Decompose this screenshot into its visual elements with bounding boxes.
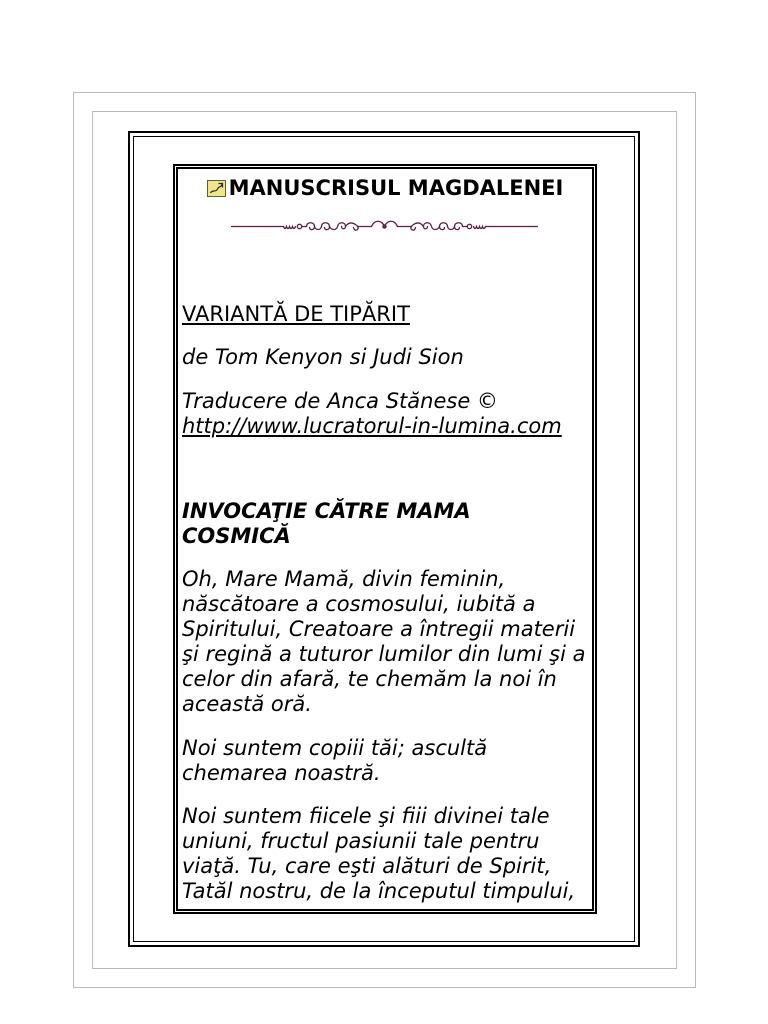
paragraph-line: născătoare a cosmosului, iubită a: [182, 592, 536, 616]
paragraph-line: această oră.: [182, 692, 312, 716]
section-title-line: COSMICĂ: [182, 524, 291, 548]
paragraph: [182, 736, 592, 786]
translation-block: [182, 389, 592, 439]
paragraph: [182, 567, 592, 717]
ornamental-divider-icon: [231, 218, 538, 234]
paragraph-line: Noi suntem fiicele şi fiii divinei tale: [182, 804, 550, 828]
paragraph-line: viaţă. Tu, care eşti alături de Spirit,: [182, 854, 552, 878]
section-title: [182, 499, 592, 549]
paragraph-line: şi regină a tuturor lumilor din lumi şi a: [182, 642, 586, 666]
paragraph-line: chemarea noastră.: [182, 761, 381, 785]
authors-line: de Tom Kenyon si Judi Sion: [182, 345, 464, 369]
paragraph: [182, 804, 592, 904]
section-title-line: INVOCAŢIE CĂTRE MAMA: [182, 499, 471, 523]
paragraph-line: uniuni, fructul pasiunii tale pentru: [182, 829, 540, 853]
document-icon: [207, 180, 226, 197]
paragraph-line: Oh, Mare Mamă, divin feminin,: [182, 567, 506, 591]
translator-line: Traducere de Anca Stănese ©: [182, 389, 498, 413]
paragraph-line: Spiritului, Creatoare a întregii materii: [182, 617, 576, 641]
paragraph-line: Noi suntem copiii tăi; ascultă: [182, 736, 488, 760]
document-header: [173, 176, 597, 201]
website-link[interactable]: http://www.lucratorul-in-lumina.com: [182, 414, 562, 438]
document-title: MANUSCRISUL MAGDALENEI: [228, 176, 564, 200]
paragraph-line: Tatăl nostru, de la începutul timpului,: [182, 879, 576, 903]
authors-block: [182, 345, 592, 370]
paragraph-line: celor din afară, te chemăm la noi în: [182, 667, 557, 691]
print-version-heading-block: [182, 302, 592, 327]
print-version-heading: VARIANTĂ DE TIPĂRIT: [182, 302, 410, 326]
